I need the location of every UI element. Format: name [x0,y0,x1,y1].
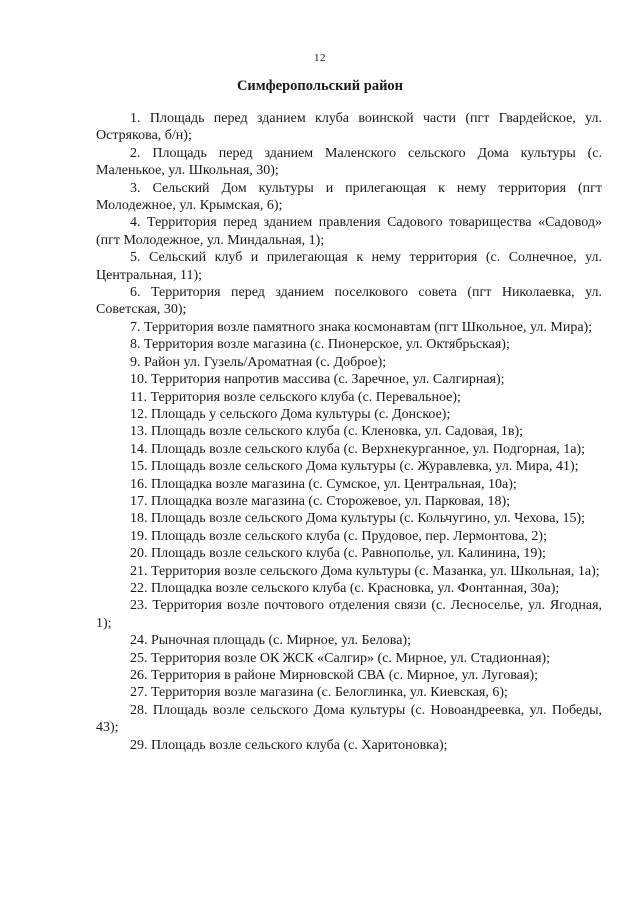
list-item [96,249,602,284]
item-text: Территория возле почтового отделения связи (с. Лесноселье, ул. Ягодная, 1); [96,598,603,631]
item-text: Территория возле ОК ЖСК «Салгир» (с. Мирное, ул. Стадионная); [151,650,551,666]
item-number: 7. [130,319,141,335]
item-number: 5. [130,250,141,266]
list-item [96,441,602,458]
item-text: Площадь возле сельского клуба (с. Прудовое, пер. Лермонтова, 2); [151,528,547,544]
item-text: Площадка возле магазина (с. Сторожевое, ул. Парковая, 18); [151,493,511,509]
item-text: Площадка возле сельского клуба (с. Красновка, ул. Фонтанная, 30а); [151,580,560,596]
item-number: 20. [130,546,148,562]
item-text: Площадь возле сельского клуба (с. Кленовка, ул. Садовая, 1в); [151,424,524,440]
item-text: Площадь у сельского Дома культуры (с. Донское); [151,406,451,422]
list-item [96,667,602,684]
list-item [96,145,602,180]
item-number: 26. [130,668,148,683]
item-text: Территория возле сельского клуба (с. Перевальное); [150,389,461,405]
page-number: 12 [314,52,326,64]
list-item [96,580,602,597]
list-item [96,563,602,580]
list-item [96,110,602,145]
item-number: 1. [130,111,141,126]
item-number: 25. [130,650,148,666]
item-number: 27. [130,685,148,701]
list-item [96,632,602,649]
list-item [96,180,602,215]
item-text: Площадь перед зданием Маленского сельского Дома культуры (с. Маленькое, ул. Школьная, 30); [96,145,602,179]
item-number: 3. [130,180,141,196]
list-item [96,528,602,545]
item-text: Площадь возле сельского Дома культуры (с. Кольчугино, ул. Чехова, 15); [151,511,585,527]
item-text: Территория напротив массива (с. Заречное, ул. Салгирная); [151,372,505,388]
item-number: 6. [130,285,141,301]
list-item [96,702,602,737]
item-number: 13. [130,424,148,440]
item-number: 16. [130,476,148,492]
item-text: Площадь возле сельского клуба (с. Харитоновка); [151,737,448,753]
item-text: Рыночная площадь (с. Мирное, ул. Белова); [151,633,411,649]
item-number: 17. [130,493,148,509]
item-text: Территория возле сельского Дома культуры (с. Мазанка, ул. Школьная, 1а); [151,563,600,579]
item-number: 12. [130,406,148,422]
list-item [96,423,602,440]
item-text: Территория возле магазина (с. Белоглинка, ул. Киевская, 6); [151,685,508,701]
item-text: Район ул. Гузель/Ароматная (с. Доброе); [144,354,387,370]
item-text: Площадь возле сельского клуба (с. Равнополье, ул. Калинина, 19); [151,546,546,562]
item-number: 2. [130,145,141,161]
list-item [96,319,602,336]
item-number: 18. [130,511,148,527]
list-item [96,684,602,701]
item-text: Территория возле магазина (с. Пионерское, ул. Октябрьская); [144,337,510,353]
list-item [96,336,602,353]
item-number: 23. [130,598,148,614]
list-item [96,510,602,527]
item-text: Площадка возле магазина (с. Сумское, ул. Центральная, 10а); [151,476,517,492]
item-text: Территория возле памятного знака космонавтам (пгт Школьное, ул. Мира); [144,319,593,335]
item-number: 9. [130,354,141,370]
item-number: 4. [130,215,141,231]
item-number: 15. [130,459,148,475]
item-text: Площадь перед зданием клуба воинской части (пгт Гвардейское, ул. Острякова, б/н); [96,111,603,144]
item-number: 21. [130,563,148,579]
item-text: Территория перед зданием поселкового совета (пгт Николаевка, ул. Советская, 30); [96,285,603,318]
list-item [96,284,602,319]
list-item [96,650,602,667]
item-text: Территория перед зданием правления Садового товарищества «Садовод» (пгт Молодежное, ул. Миндальная, 1); [96,215,603,248]
list-item [96,458,602,475]
section-heading: Симферопольский район [236,78,404,94]
item-text: Площадь возле сельского Дома культуры (с. Журавлевка, ул. Мира, 41); [151,459,579,475]
item-number: 22. [130,580,148,596]
list-item [96,493,602,510]
list-item [96,354,602,371]
item-number: 19. [130,528,148,544]
list-item [96,597,602,632]
list-item [96,476,602,493]
list-item [96,406,602,423]
item-number: 8. [130,337,141,353]
list-item [96,545,602,562]
item-text: Площадь возле сельского Дома культуры (с. Новоандреевка, ул. Победы, 43); [96,702,603,736]
list-item [96,371,602,388]
item-text: Сельский Дом культуры и прилегающая к нему территория (пгт Молодежное, ул. Крымская, 6); [96,180,603,214]
item-number: 28. [130,702,148,718]
item-text: Сельский клуб и прилегающая к нему территория (с. Солнечное, ул. Центральная, 11); [96,250,602,283]
item-number: 10. [130,372,148,388]
list-item [96,389,602,406]
item-text: Площадь возле сельского клуба (с. Верхнекурганное, ул. Подгорная, 1а); [151,441,586,457]
item-number: 24. [130,633,148,649]
item-text: Территория в районе Мирновской СВА (с. Мирное, ул. Луговая); [151,668,539,683]
item-number: 11. [130,389,147,405]
item-number: 29. [130,737,148,753]
location-list [96,110,602,754]
item-number: 14. [130,441,148,457]
list-item [96,214,602,249]
list-item [96,737,602,754]
